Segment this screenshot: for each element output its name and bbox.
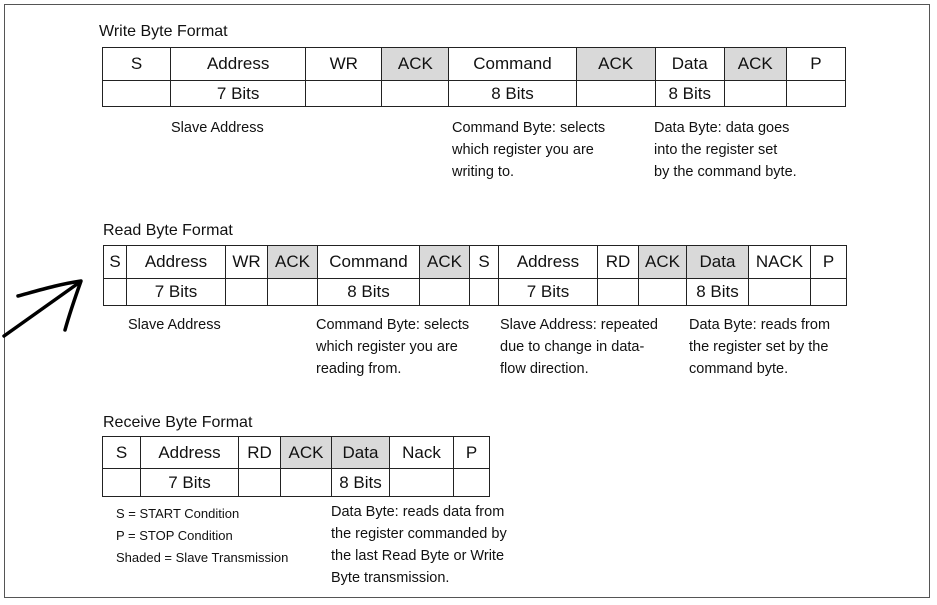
field-cell: ACK bbox=[281, 437, 332, 469]
bits-cell: 7 Bits bbox=[127, 279, 226, 306]
bits-cell: 8 Bits bbox=[449, 81, 576, 107]
field-cell: P bbox=[786, 48, 845, 81]
bits-cell bbox=[724, 81, 786, 107]
field-cell: WR bbox=[306, 48, 382, 81]
receive-bits-row bbox=[103, 469, 490, 497]
write-byte-title: Write Byte Format bbox=[99, 23, 228, 40]
bits-cell bbox=[390, 469, 454, 497]
field-cell: Nack bbox=[390, 437, 454, 469]
write-bits-row bbox=[103, 81, 846, 107]
bits-cell bbox=[103, 81, 171, 107]
field-cell: Address bbox=[141, 437, 239, 469]
field-cell: S bbox=[470, 246, 499, 279]
bits-cell bbox=[420, 279, 470, 306]
bits-cell bbox=[103, 469, 141, 497]
bits-cell bbox=[598, 279, 639, 306]
field-cell: ACK bbox=[420, 246, 470, 279]
read-byte-title: Read Byte Format bbox=[103, 222, 233, 239]
read-byte-table bbox=[103, 245, 847, 306]
field-cell: Data bbox=[655, 48, 724, 81]
bits-cell: 7 Bits bbox=[499, 279, 598, 306]
read-bits-row bbox=[104, 279, 847, 306]
bits-cell bbox=[104, 279, 127, 306]
bits-cell bbox=[268, 279, 318, 306]
bits-cell bbox=[239, 469, 281, 497]
write-field-row bbox=[103, 48, 846, 81]
field-cell: RD bbox=[598, 246, 639, 279]
bits-cell: 8 Bits bbox=[687, 279, 749, 306]
field-cell: S bbox=[103, 48, 171, 81]
field-cell: Data bbox=[332, 437, 390, 469]
bits-cell bbox=[306, 81, 382, 107]
bits-cell bbox=[576, 81, 655, 107]
legend-stop: P = STOP Condition bbox=[116, 528, 233, 543]
write-data-note: Data Byte: data goes into the register set by the command byte. bbox=[654, 120, 797, 180]
field-cell: ACK bbox=[268, 246, 318, 279]
bits-cell bbox=[749, 279, 811, 306]
field-cell: ACK bbox=[576, 48, 655, 81]
bits-cell bbox=[454, 469, 490, 497]
hand-drawn-arrow-icon bbox=[0, 270, 95, 340]
field-cell: S bbox=[104, 246, 127, 279]
field-cell: P bbox=[811, 246, 847, 279]
legend bbox=[116, 503, 288, 569]
field-cell: Command bbox=[318, 246, 420, 279]
field-cell: Address bbox=[127, 246, 226, 279]
bits-cell bbox=[639, 279, 687, 306]
field-cell: NACK bbox=[749, 246, 811, 279]
bits-cell: 7 Bits bbox=[171, 81, 306, 107]
field-cell: P bbox=[454, 437, 490, 469]
bits-cell: 8 Bits bbox=[318, 279, 420, 306]
read-data-note: Data Byte: reads from the register set by the command byte. bbox=[689, 317, 831, 377]
legend-start: S = START Condition bbox=[116, 506, 240, 521]
bits-cell: 8 Bits bbox=[332, 469, 390, 497]
bits-cell bbox=[786, 81, 845, 107]
field-cell: WR bbox=[226, 246, 268, 279]
bits-cell bbox=[226, 279, 268, 306]
field-cell: Address bbox=[499, 246, 598, 279]
bits-cell: 8 Bits bbox=[655, 81, 724, 107]
field-cell: RD bbox=[239, 437, 281, 469]
legend-shaded: Shaded = Slave Transmission bbox=[116, 550, 289, 565]
read-slave-note: Slave Address bbox=[128, 317, 221, 333]
bits-cell bbox=[470, 279, 499, 306]
bits-cell: 7 Bits bbox=[141, 469, 239, 497]
field-cell: Data bbox=[687, 246, 749, 279]
field-cell: Address bbox=[171, 48, 306, 81]
write-command-note: Command Byte: selects which register you are writing to. bbox=[452, 120, 606, 180]
receive-field-row bbox=[103, 437, 490, 469]
bits-cell bbox=[811, 279, 847, 306]
field-cell: ACK bbox=[639, 246, 687, 279]
write-slave-note: Slave Address bbox=[171, 120, 264, 136]
bits-cell bbox=[382, 81, 449, 107]
field-cell: S bbox=[103, 437, 141, 469]
receive-data-note: Data Byte: reads data from the register commanded by the last Read Byte or Write Byte transmission. bbox=[331, 504, 507, 586]
write-byte-table bbox=[102, 47, 846, 107]
field-cell: ACK bbox=[724, 48, 786, 81]
read-repeat-note: Slave Address: repeated due to change in data- flow direction. bbox=[500, 317, 658, 377]
read-command-note: Command Byte: selects which register you are reading from. bbox=[316, 317, 470, 377]
read-field-row bbox=[104, 246, 847, 279]
field-cell: ACK bbox=[382, 48, 449, 81]
receive-byte-table bbox=[102, 436, 490, 497]
field-cell: Command bbox=[449, 48, 576, 81]
bits-cell bbox=[281, 469, 332, 497]
receive-byte-title: Receive Byte Format bbox=[103, 414, 253, 431]
